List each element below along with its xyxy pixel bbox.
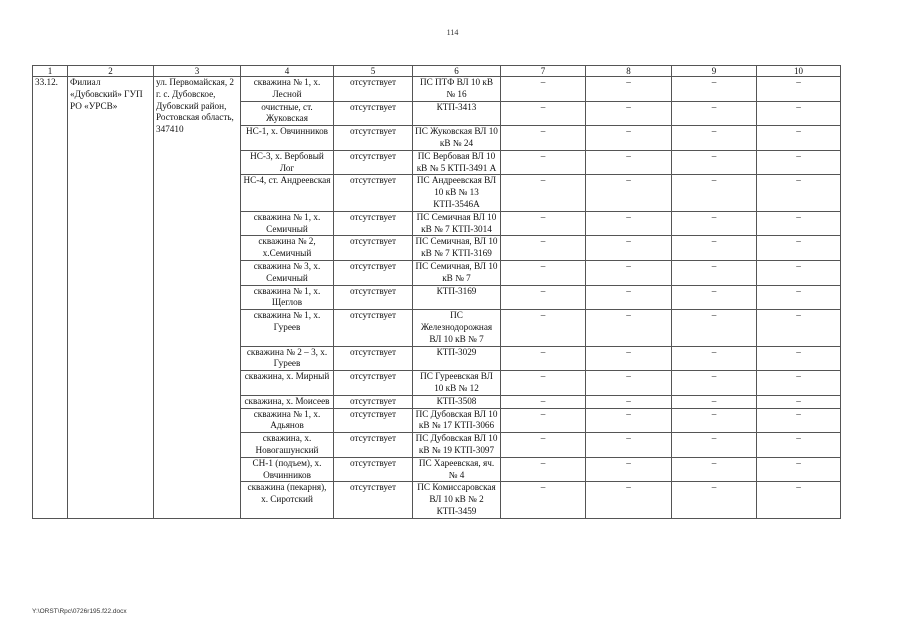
col8-cell: – <box>586 457 672 482</box>
header-row <box>33 66 841 77</box>
col7-cell: – <box>501 285 586 310</box>
object-cell: скважина № 1, х. Щеглов <box>241 285 334 310</box>
table-row <box>33 77 841 102</box>
object-cell: скважина № 1, х. Лесной <box>241 77 334 102</box>
col10-cell: – <box>757 101 841 126</box>
col10-cell: – <box>757 395 841 408</box>
header-cell: 1 <box>33 66 68 77</box>
entry-number-cell: 33.12. <box>33 77 68 519</box>
col7-cell: – <box>501 211 586 236</box>
status-cell: отсутствует <box>334 433 413 458</box>
col10-cell: – <box>757 150 841 175</box>
col10-cell: – <box>757 371 841 396</box>
col7-cell: – <box>501 457 586 482</box>
object-cell: скважина № 2, х.Семичный <box>241 236 334 261</box>
col10-cell: – <box>757 285 841 310</box>
col7-cell: – <box>501 260 586 285</box>
col7-cell: – <box>501 346 586 371</box>
power-source-cell: ПС Комиссаровская ВЛ 10 кВ № 2 КТП-3459 <box>413 482 501 518</box>
col8-cell: – <box>586 285 672 310</box>
col8-cell: – <box>586 101 672 126</box>
col9-cell: – <box>672 433 757 458</box>
header-cell: 10 <box>757 66 841 77</box>
object-cell: скважина, х. Новогашунский <box>241 433 334 458</box>
power-source-cell: КТП-3413 <box>413 101 501 126</box>
status-cell: отсутствует <box>334 482 413 518</box>
col8-cell: – <box>586 175 672 211</box>
col7-cell: – <box>501 236 586 261</box>
col8-cell: – <box>586 433 672 458</box>
power-source-cell: ПС Семичная, ВЛ 10 кВ № 7 <box>413 260 501 285</box>
status-cell: отсутствует <box>334 150 413 175</box>
status-cell: отсутствует <box>334 77 413 102</box>
col9-cell: – <box>672 175 757 211</box>
col10-cell: – <box>757 175 841 211</box>
col10-cell: – <box>757 236 841 261</box>
col8-cell: – <box>586 395 672 408</box>
object-cell: скважина, х. Моисеев <box>241 395 334 408</box>
col9-cell: – <box>672 482 757 518</box>
col10-cell: – <box>757 482 841 518</box>
col8-cell: – <box>586 236 672 261</box>
object-cell: скважина № 1, х. Гуреев <box>241 310 334 346</box>
header-cell: 3 <box>154 66 241 77</box>
col10-cell: – <box>757 346 841 371</box>
col7-cell: – <box>501 395 586 408</box>
col7-cell: – <box>501 150 586 175</box>
power-source-cell: ПС Семичная, ВЛ 10 кВ № 7 КТП-3169 <box>413 236 501 261</box>
power-source-cell: ПС Хареевская, яч. № 4 <box>413 457 501 482</box>
col7-cell: – <box>501 433 586 458</box>
col9-cell: – <box>672 457 757 482</box>
col10-cell: – <box>757 260 841 285</box>
col10-cell: – <box>757 310 841 346</box>
power-source-cell: ПС Андреевская ВЛ 10 кВ № 13 КТП-3546А <box>413 175 501 211</box>
col10-cell: – <box>757 457 841 482</box>
status-cell: отсутствует <box>334 175 413 211</box>
power-source-cell: КТП-3169 <box>413 285 501 310</box>
power-source-cell: ПС Железнодорожная ВЛ 10 кВ № 7 <box>413 310 501 346</box>
col10-cell: – <box>757 126 841 151</box>
power-source-cell: ПС Дубовская ВЛ 10 кВ № 19 КТП-3097 <box>413 433 501 458</box>
header-cell: 4 <box>241 66 334 77</box>
header-cell: 6 <box>413 66 501 77</box>
power-source-cell: ПС Семичная ВЛ 10 кВ № 7 КТП-3014 <box>413 211 501 236</box>
status-cell: отсутствует <box>334 408 413 433</box>
col7-cell: – <box>501 310 586 346</box>
power-source-cell: ПС Дубовская ВЛ 10 кВ № 17 КТП-3066 <box>413 408 501 433</box>
object-cell: НС-4, ст. Андреевская <box>241 175 334 211</box>
col7-cell: – <box>501 126 586 151</box>
col8-cell: – <box>586 150 672 175</box>
status-cell: отсутствует <box>334 395 413 408</box>
object-cell: скважина, х. Мирный <box>241 371 334 396</box>
col10-cell: – <box>757 77 841 102</box>
col8-cell: – <box>586 211 672 236</box>
status-cell: отсутствует <box>334 457 413 482</box>
object-cell: скважина № 1, х. Адьянов <box>241 408 334 433</box>
col7-cell: – <box>501 482 586 518</box>
col9-cell: – <box>672 77 757 102</box>
col8-cell: – <box>586 77 672 102</box>
col9-cell: – <box>672 150 757 175</box>
object-cell: НС-3, х. Вербовый Лог <box>241 150 334 175</box>
object-cell: скважина (пекарня), х. Сиротский <box>241 482 334 518</box>
object-cell: очистные, ст. Жуковская <box>241 101 334 126</box>
power-source-cell: ПС Жуковская ВЛ 10 кВ № 24 <box>413 126 501 151</box>
address-cell: ул. Первомайская, 2 г. с. Дубовское, Дубовский район, Ростовская область, 347410 <box>154 77 241 519</box>
power-source-cell: КТП-3508 <box>413 395 501 408</box>
col7-cell: – <box>501 101 586 126</box>
col10-cell: – <box>757 211 841 236</box>
col9-cell: – <box>672 126 757 151</box>
object-cell: скважина № 2 – 3, х. Гуреев <box>241 346 334 371</box>
page-number: 114 <box>446 28 459 37</box>
object-cell: скважина № 1, х. Семичный <box>241 211 334 236</box>
header-cell: 2 <box>68 66 154 77</box>
power-source-cell: ПС ПТФ ВЛ 10 кВ № 16 <box>413 77 501 102</box>
col9-cell: – <box>672 408 757 433</box>
status-cell: отсутствует <box>334 371 413 396</box>
col7-cell: – <box>501 371 586 396</box>
col8-cell: – <box>586 482 672 518</box>
header-cell: 9 <box>672 66 757 77</box>
col8-cell: – <box>586 371 672 396</box>
status-cell: отсутствует <box>334 126 413 151</box>
organization-cell: Филиал «Дубовский» ГУП РО «УРСВ» <box>68 77 154 519</box>
header-cell: 5 <box>334 66 413 77</box>
power-source-cell: КТП-3029 <box>413 346 501 371</box>
facilities-table <box>32 65 841 519</box>
col9-cell: – <box>672 211 757 236</box>
col10-cell: – <box>757 408 841 433</box>
col7-cell: – <box>501 408 586 433</box>
col7-cell: – <box>501 77 586 102</box>
col9-cell: – <box>672 260 757 285</box>
header-cell: 8 <box>586 66 672 77</box>
col9-cell: – <box>672 371 757 396</box>
file-path-footer: Y:\ORST\Rpc\0726r195.f22.docx <box>32 608 127 615</box>
status-cell: отсутствует <box>334 310 413 346</box>
header-cell: 7 <box>501 66 586 77</box>
col10-cell: – <box>757 433 841 458</box>
status-cell: отсутствует <box>334 260 413 285</box>
status-cell: отсутствует <box>334 346 413 371</box>
col8-cell: – <box>586 346 672 371</box>
col8-cell: – <box>586 310 672 346</box>
status-cell: отсутствует <box>334 285 413 310</box>
power-source-cell: ПС Гуреевская ВЛ 10 кВ № 12 <box>413 371 501 396</box>
object-cell: НС-1, х. Овчинников <box>241 126 334 151</box>
col9-cell: – <box>672 395 757 408</box>
col9-cell: – <box>672 310 757 346</box>
status-cell: отсутствует <box>334 211 413 236</box>
col9-cell: – <box>672 236 757 261</box>
col8-cell: – <box>586 260 672 285</box>
col8-cell: – <box>586 408 672 433</box>
power-source-cell: ПС Вербовая ВЛ 10 кВ № 5 КТП-3491 А <box>413 150 501 175</box>
col8-cell: – <box>586 126 672 151</box>
status-cell: отсутствует <box>334 101 413 126</box>
status-cell: отсутствует <box>334 236 413 261</box>
object-cell: СН-1 (подъем), х. Овчинников <box>241 457 334 482</box>
object-cell: скважина № 3, х. Семичный <box>241 260 334 285</box>
col7-cell: – <box>501 175 586 211</box>
col9-cell: – <box>672 285 757 310</box>
col9-cell: – <box>672 101 757 126</box>
col9-cell: – <box>672 346 757 371</box>
